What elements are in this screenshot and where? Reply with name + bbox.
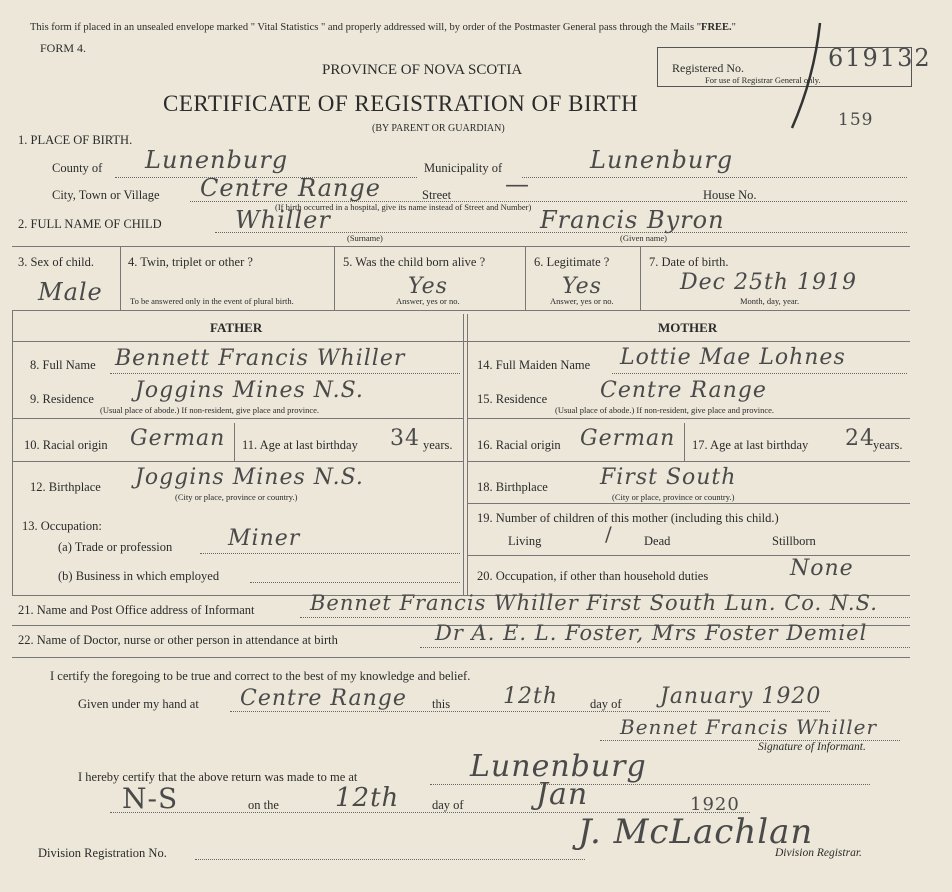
rule	[467, 461, 910, 462]
rule	[334, 246, 335, 310]
registrar-year-value: 1920	[690, 794, 740, 815]
rule	[120, 246, 121, 310]
rule	[12, 310, 13, 595]
trade-line	[200, 553, 460, 554]
surname-label: (Surname)	[347, 233, 383, 243]
pencil-stroke-icon	[780, 18, 830, 133]
business-label: (b) Business in which employed	[58, 569, 220, 583]
father-name-value: Bennett Francis Whiller	[115, 346, 406, 371]
sex-label: 3. Sex of child.	[18, 255, 95, 269]
informant-line	[300, 617, 910, 618]
rule	[12, 246, 910, 247]
certificate-subtitle: (BY PARENT OR GUARDIAN)	[372, 123, 505, 134]
mother-residence-label: 15. Residence	[477, 392, 548, 406]
informant-label: 21. Name and Post Office address of Informant	[18, 603, 255, 617]
children-label: 19. Number of children of this mother (including this child.)	[477, 511, 779, 525]
given-day-value: 12th	[503, 684, 559, 709]
given-place-value: Centre Range	[240, 686, 407, 711]
mother-age-value: 24	[845, 426, 875, 451]
rule	[234, 423, 235, 461]
doctor-value: Dr A. E. L. Foster, Mrs Foster Demiel	[435, 621, 868, 645]
mother-birthplace-note: (City or place, province or country.)	[612, 492, 735, 502]
father-residence-note: (Usual place of abode.) If non-resident, give place and province.	[100, 405, 320, 415]
father-racial-label: 10. Racial origin	[24, 438, 108, 452]
father-heading: FATHER	[210, 320, 263, 335]
registered-label: Registered No.	[672, 61, 744, 75]
informant-signature-label: Signature of Informant.	[758, 741, 866, 753]
municipality-value: Lunenburg	[590, 146, 734, 174]
mother-occupation-value: None	[790, 556, 854, 581]
father-birthplace-note: (City or place, province or country.)	[175, 492, 298, 502]
rule	[12, 418, 463, 419]
legitimate-note: Answer, yes or no.	[550, 296, 614, 306]
child-surname-value: Whiller	[235, 206, 331, 234]
legitimate-label: 6. Legitimate ?	[534, 255, 610, 269]
business-line	[250, 582, 460, 583]
rule	[12, 341, 910, 342]
given-month-year-value: January 1920	[660, 684, 822, 709]
father-residence-value: Joggins Mines N.S.	[135, 378, 364, 403]
registrar-day-of-label: day of	[432, 798, 464, 812]
rule	[640, 246, 641, 310]
mother-birthplace-label: 18. Birthplace	[477, 480, 548, 494]
trade-value: Miner	[228, 526, 301, 551]
rule	[684, 423, 685, 461]
registrar-place-line	[430, 784, 870, 785]
mother-maiden-line	[612, 373, 907, 374]
father-age-value: 34	[390, 426, 420, 451]
doctor-label: 22. Name of Doctor, nurse or other person in attendance at birth	[18, 633, 338, 647]
rule	[463, 314, 464, 595]
given-name-label: (Given name)	[620, 233, 667, 243]
county-value: Lunenburg	[145, 146, 289, 174]
father-residence-label: 9. Residence	[30, 392, 94, 406]
county-label: County of	[52, 161, 103, 175]
informant-signature: Bennet Francis Whiller	[620, 715, 878, 739]
hospital-note: (If birth occurred in a hospital, give its name instead of Street and Number)	[275, 202, 532, 212]
corner-mark: 159	[838, 110, 874, 130]
living-label: Living	[508, 534, 542, 548]
this-label: this	[432, 697, 451, 711]
registered-number: 619132	[828, 44, 932, 72]
informant-value: Bennet Francis Whiller First South Lun. Co. N.S.	[310, 591, 878, 615]
date-label: 7. Date of birth.	[649, 255, 729, 269]
city-label: City, Town or Village	[52, 188, 160, 202]
trade-label: (a) Trade or profession	[58, 540, 173, 554]
division-registration-label: Division Registration No.	[38, 846, 167, 860]
rule	[467, 314, 468, 595]
mother-maiden-value: Lottie Mae Lohnes	[620, 345, 846, 370]
registrar-prefix-value: N-S	[122, 782, 179, 815]
father-birthplace-label: 12. Birthplace	[30, 480, 101, 494]
mother-racial-label: 16. Racial origin	[477, 438, 561, 452]
mother-residence-value: Centre Range	[600, 378, 767, 403]
rule	[12, 310, 910, 311]
division-registration-line	[195, 859, 585, 860]
street-label: Street	[422, 188, 452, 202]
father-racial-value: German	[130, 426, 226, 451]
father-age-unit: years.	[423, 438, 453, 452]
form-number: FORM 4.	[40, 41, 87, 55]
informant-signature-line	[600, 740, 900, 741]
free-label: FREE.	[701, 22, 732, 33]
given-day-of-label: day of	[590, 697, 622, 711]
house-label: House No.	[703, 188, 757, 202]
mother-age-unit: years.	[873, 438, 903, 452]
province-title: PROVINCE OF NOVA SCOTIA	[322, 62, 523, 78]
father-name-line	[110, 373, 460, 374]
child-given-value: Francis Byron	[540, 206, 725, 234]
city-value: Centre Range	[200, 174, 381, 202]
father-name-label: 8. Full Name	[30, 358, 96, 372]
registrar-signature-label: Division Registrar.	[775, 847, 862, 859]
doctor-line	[420, 647, 910, 648]
mother-residence-note: (Usual place of abode.) If non-resident, give place and province.	[555, 405, 775, 415]
free-close: "	[731, 22, 736, 33]
registered-note: For use of Registrar General only.	[705, 75, 821, 85]
twin-label: 4. Twin, triplet or other ?	[128, 255, 253, 269]
envelope-notice-text: This form if placed in an unsealed envelope marked " Vital Statistics " and properly addressed will, by order of the Postmaster General pass through the Mails "	[30, 22, 702, 33]
mother-maiden-label: 14. Full Maiden Name	[477, 358, 591, 372]
child-name-line	[215, 232, 907, 233]
father-occupation-label: 13. Occupation:	[22, 519, 102, 533]
date-note: Month, day, year.	[740, 296, 800, 306]
living-value: /	[605, 522, 613, 546]
registrar-month-value: Jan	[536, 777, 589, 812]
child-name-label: 2. FULL NAME OF CHILD	[18, 217, 162, 231]
alive-label: 5. Was the child born alive ?	[343, 255, 486, 269]
municipality-label: Municipality of	[424, 161, 503, 175]
given-line	[230, 711, 830, 712]
mother-birthplace-value: First South	[600, 465, 737, 490]
street-value: —	[505, 170, 530, 198]
rule	[467, 503, 910, 504]
certificate-title: CERTIFICATE OF REGISTRATION OF BIRTH	[163, 91, 639, 116]
mother-occupation-label: 20. Occupation, if other than household duties	[477, 569, 709, 583]
rule	[467, 418, 910, 419]
father-age-label: 11. Age at last birthday	[242, 438, 358, 452]
envelope-notice	[30, 23, 736, 34]
registrar-signature: J. McLachlan	[578, 812, 814, 852]
registrar-day-value: 12th	[335, 783, 400, 813]
father-birthplace-value: Joggins Mines N.S.	[135, 465, 364, 490]
registrar-place-value: Lunenburg	[470, 749, 647, 784]
rule	[12, 461, 463, 462]
rule	[12, 657, 910, 658]
registrar-on-label: on the	[248, 798, 279, 812]
municipality-line	[522, 177, 907, 178]
mother-age-label: 17. Age at last birthday	[692, 438, 809, 452]
twin-note: To be answered only in the event of plural birth.	[130, 296, 294, 306]
dead-label: Dead	[644, 534, 671, 548]
alive-note: Answer, yes or no.	[396, 296, 460, 306]
date-value: Dec 25th 1919	[680, 270, 857, 295]
certify-statement: I certify the foregoing to be true and correct to the best of my knowledge and belief.	[50, 669, 471, 683]
rule	[525, 246, 526, 310]
place-of-birth-label: 1. PLACE OF BIRTH.	[18, 133, 133, 147]
legitimate-value: Yes	[562, 274, 602, 299]
sex-value: Male	[38, 278, 103, 306]
registrar-statement: I hereby certify that the above return was made to me at	[78, 770, 358, 784]
given-under-label: Given under my hand at	[78, 697, 199, 711]
mother-heading: MOTHER	[658, 320, 718, 335]
stillborn-label: Stillborn	[772, 534, 816, 548]
mother-racial-value: German	[580, 426, 676, 451]
alive-value: Yes	[408, 274, 448, 299]
